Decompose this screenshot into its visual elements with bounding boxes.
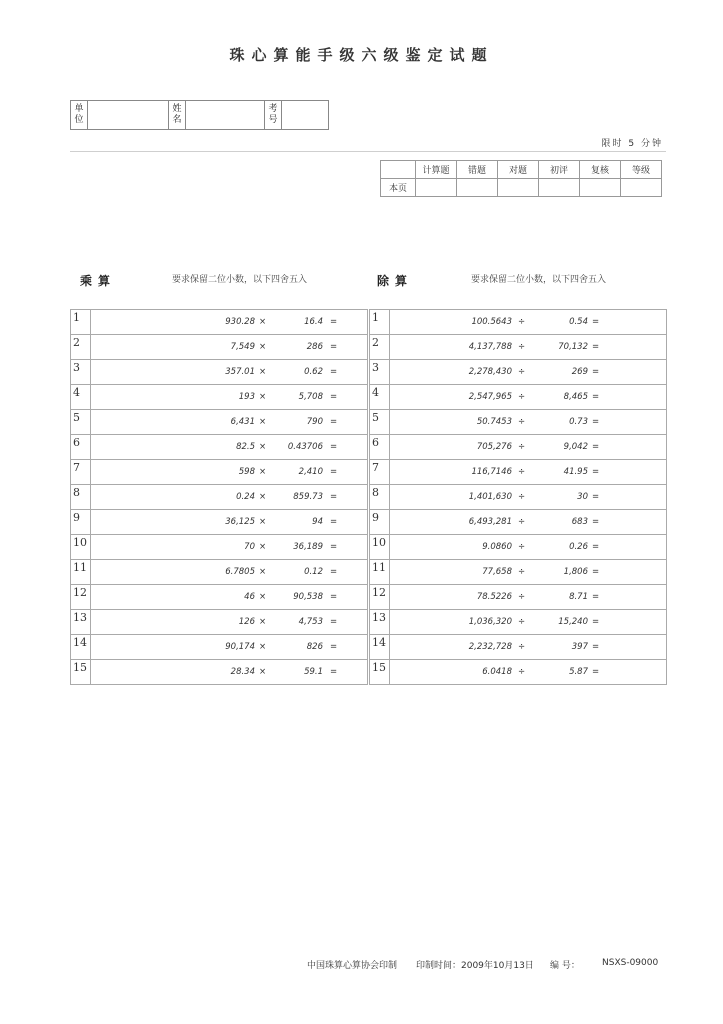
operand-a: 193 xyxy=(238,392,255,402)
score-table xyxy=(380,160,662,197)
operator-sign: × xyxy=(259,417,267,427)
operand-a: 6,493,281 xyxy=(468,517,512,527)
operand-b: 2,410 xyxy=(298,467,323,477)
problem-expression xyxy=(91,535,368,560)
operator-sign: × xyxy=(259,617,267,627)
multiplication-row xyxy=(71,535,368,560)
equals-sign: = xyxy=(592,467,600,477)
operand-b: 16.4 xyxy=(304,317,323,327)
equals-sign: = xyxy=(592,667,600,677)
equals-sign: = xyxy=(592,492,600,502)
operator-sign: × xyxy=(259,517,267,527)
operand-a: 705,276 xyxy=(476,442,512,452)
problem-expression xyxy=(91,510,368,535)
problem-expression xyxy=(91,385,368,410)
operand-b: 683 xyxy=(571,517,588,527)
operand-a: 0.24 xyxy=(236,492,255,502)
operand-a: 4,137,788 xyxy=(468,342,512,352)
operator-sign: × xyxy=(259,467,267,477)
problem-number: 13 xyxy=(71,610,91,635)
score-header-row xyxy=(381,161,662,179)
division-row xyxy=(370,535,667,560)
operand-a: 2,278,430 xyxy=(468,367,512,377)
operand-b: 826 xyxy=(306,642,323,652)
problem-expression xyxy=(390,510,667,535)
equals-sign: = xyxy=(330,642,338,652)
problem-number: 1 xyxy=(370,310,390,335)
operator-sign: × xyxy=(259,317,267,327)
division-row xyxy=(370,310,667,335)
problem-expression xyxy=(390,335,667,360)
operand-a: 1,036,320 xyxy=(468,617,512,627)
division-row xyxy=(370,510,667,535)
operand-a: 357.01 xyxy=(225,367,255,377)
problem-number: 10 xyxy=(370,535,390,560)
footer-publisher: 中国珠算心算协会印制 xyxy=(307,961,398,971)
operand-b: 1,806 xyxy=(563,567,588,577)
operand-b: 286 xyxy=(306,342,323,352)
operand-a: 82.5 xyxy=(236,442,255,452)
score-header-recheck: 复核 xyxy=(580,161,621,179)
equals-sign: = xyxy=(330,317,338,327)
operand-a: 6.0418 xyxy=(482,667,512,677)
operand-a: 2,232,728 xyxy=(468,642,512,652)
equals-sign: = xyxy=(592,342,600,352)
operator-sign: × xyxy=(259,392,267,402)
problem-number: 7 xyxy=(71,460,91,485)
divider xyxy=(70,151,666,152)
equals-sign: = xyxy=(592,617,600,627)
operand-b: 90,538 xyxy=(293,592,323,602)
operand-b: 70,132 xyxy=(558,342,588,352)
unit-label: 单位 xyxy=(71,101,88,130)
division-row xyxy=(370,385,667,410)
operand-a: 1,401,630 xyxy=(468,492,512,502)
operand-a: 36,125 xyxy=(225,517,255,527)
problem-number: 12 xyxy=(370,585,390,610)
equals-sign: = xyxy=(592,367,600,377)
equals-sign: = xyxy=(330,542,338,552)
operand-b: 41.95 xyxy=(563,467,588,477)
division-row xyxy=(370,335,667,360)
operator-sign: ÷ xyxy=(518,367,526,377)
division-row xyxy=(370,460,667,485)
problem-number: 13 xyxy=(370,610,390,635)
multiplication-row xyxy=(71,485,368,510)
multiplication-row xyxy=(71,435,368,460)
problem-expression xyxy=(390,535,667,560)
operand-b: 397 xyxy=(571,642,588,652)
operand-a: 28.34 xyxy=(230,667,255,677)
problem-expression xyxy=(91,660,368,685)
operand-b: 790 xyxy=(306,417,323,427)
equals-sign: = xyxy=(330,667,338,677)
time-limit: 限时 5 分钟 xyxy=(601,139,663,149)
division-row xyxy=(370,585,667,610)
problem-expression xyxy=(91,635,368,660)
problem-number: 14 xyxy=(370,635,390,660)
score-header-first-review: 初评 xyxy=(539,161,580,179)
division-table xyxy=(369,309,667,685)
problem-expression xyxy=(390,310,667,335)
problem-expression xyxy=(390,660,667,685)
operand-a: 90,174 xyxy=(225,642,255,652)
problem-expression xyxy=(91,485,368,510)
equals-sign: = xyxy=(330,467,338,477)
operand-b: 30 xyxy=(577,492,588,502)
equals-sign: = xyxy=(330,567,338,577)
problem-expression xyxy=(390,360,667,385)
problem-expression xyxy=(390,485,667,510)
problem-expression xyxy=(91,460,368,485)
problem-number: 9 xyxy=(370,510,390,535)
name-field[interactable] xyxy=(186,101,265,130)
operand-b: 59.1 xyxy=(304,667,323,677)
operand-a: 930.28 xyxy=(225,317,255,327)
score-header-right: 对题 xyxy=(498,161,539,179)
problem-expression xyxy=(390,610,667,635)
score-cell-recheck[interactable] xyxy=(580,179,621,197)
equals-sign: = xyxy=(330,392,338,402)
operator-sign: ÷ xyxy=(518,342,526,352)
operator-sign: × xyxy=(259,667,267,677)
division-title: 除算 xyxy=(377,274,414,288)
operator-sign: × xyxy=(259,542,267,552)
operand-a: 50.7453 xyxy=(476,417,512,427)
operator-sign: ÷ xyxy=(518,467,526,477)
problem-number: 2 xyxy=(71,335,91,360)
division-row xyxy=(370,660,667,685)
problem-number: 9 xyxy=(71,510,91,535)
problem-expression xyxy=(390,385,667,410)
equals-sign: = xyxy=(592,317,600,327)
operator-sign: × xyxy=(259,492,267,502)
operator-sign: ÷ xyxy=(518,492,526,502)
problem-number: 12 xyxy=(71,585,91,610)
operand-b: 0.43706 xyxy=(287,442,323,452)
division-row xyxy=(370,485,667,510)
operand-a: 100.5643 xyxy=(471,317,512,327)
operand-b: 8.71 xyxy=(569,592,588,602)
multiplication-table xyxy=(70,309,368,685)
multiplication-row xyxy=(71,635,368,660)
page-title: 珠心算能手级六级鉴定试题 xyxy=(229,46,494,64)
equals-sign: = xyxy=(592,567,600,577)
multiplication-row xyxy=(71,610,368,635)
problem-number: 3 xyxy=(71,360,91,385)
operator-sign: × xyxy=(259,567,267,577)
operand-b: 0.12 xyxy=(304,567,323,577)
problem-number: 1 xyxy=(71,310,91,335)
problem-number: 2 xyxy=(370,335,390,360)
operand-b: 0.73 xyxy=(569,417,588,427)
equals-sign: = xyxy=(330,492,338,502)
footer-serial-label: 编 号： xyxy=(550,961,580,971)
score-cell-calc[interactable] xyxy=(416,179,457,197)
unit-field[interactable] xyxy=(88,101,169,130)
problem-number: 5 xyxy=(370,410,390,435)
equals-sign: = xyxy=(330,592,338,602)
exam-number-label: 考号 xyxy=(265,101,282,130)
problem-expression xyxy=(390,435,667,460)
operand-a: 77,658 xyxy=(482,567,512,577)
operand-b: 4,753 xyxy=(298,617,323,627)
score-header-grade: 等级 xyxy=(621,161,662,179)
multiplication-row xyxy=(71,510,368,535)
score-cell-right[interactable] xyxy=(498,179,539,197)
division-note: 要求保留二位小数，以下四舍五入 xyxy=(471,275,607,285)
problem-expression xyxy=(91,585,368,610)
problem-expression xyxy=(91,610,368,635)
problem-number: 8 xyxy=(370,485,390,510)
operator-sign: ÷ xyxy=(518,392,526,402)
operator-sign: ÷ xyxy=(518,417,526,427)
score-header-blank xyxy=(381,161,416,179)
operand-b: 5,708 xyxy=(298,392,323,402)
problem-expression xyxy=(91,435,368,460)
score-cell-first-review[interactable] xyxy=(539,179,580,197)
score-row xyxy=(381,179,662,197)
operator-sign: × xyxy=(259,642,267,652)
operator-sign: ÷ xyxy=(518,617,526,627)
operand-b: 269 xyxy=(571,367,588,377)
exam-number-field[interactable] xyxy=(282,101,329,130)
operator-sign: ÷ xyxy=(518,567,526,577)
division-row xyxy=(370,410,667,435)
operand-b: 8,465 xyxy=(563,392,588,402)
problem-expression xyxy=(91,360,368,385)
operand-b: 859.73 xyxy=(293,492,323,502)
operator-sign: ÷ xyxy=(518,592,526,602)
equals-sign: = xyxy=(592,417,600,427)
problem-expression xyxy=(91,560,368,585)
operand-b: 94 xyxy=(312,517,323,527)
problem-number: 15 xyxy=(370,660,390,685)
equals-sign: = xyxy=(592,392,600,402)
operand-b: 0.26 xyxy=(569,542,588,552)
operator-sign: ÷ xyxy=(518,642,526,652)
problem-number: 8 xyxy=(71,485,91,510)
operator-sign: ÷ xyxy=(518,317,526,327)
division-row xyxy=(370,560,667,585)
problem-number: 14 xyxy=(71,635,91,660)
equals-sign: = xyxy=(592,517,600,527)
operator-sign: ÷ xyxy=(518,517,526,527)
operand-a: 116,7146 xyxy=(471,467,512,477)
equals-sign: = xyxy=(330,342,338,352)
equals-sign: = xyxy=(592,542,600,552)
operator-sign: ÷ xyxy=(518,442,526,452)
operator-sign: ÷ xyxy=(518,542,526,552)
equals-sign: = xyxy=(592,592,600,602)
problem-number: 4 xyxy=(370,385,390,410)
multiplication-row xyxy=(71,410,368,435)
operand-b: 0.54 xyxy=(569,317,588,327)
operand-a: 6.7805 xyxy=(225,567,255,577)
problem-number: 15 xyxy=(71,660,91,685)
problem-number: 6 xyxy=(370,435,390,460)
equals-sign: = xyxy=(330,367,338,377)
problem-expression xyxy=(390,460,667,485)
multiplication-row xyxy=(71,660,368,685)
problem-number: 3 xyxy=(370,360,390,385)
score-header-calc: 计算题 xyxy=(416,161,457,179)
operand-b: 15,240 xyxy=(558,617,588,627)
footer-print-date: 印制时间：2009年10月13日 xyxy=(416,961,534,971)
multiplication-row xyxy=(71,560,368,585)
problem-number: 10 xyxy=(71,535,91,560)
division-row xyxy=(370,360,667,385)
problem-number: 7 xyxy=(370,460,390,485)
operand-a: 6,431 xyxy=(230,417,255,427)
score-row-label: 本页 xyxy=(381,179,416,197)
multiplication-title: 乘算 xyxy=(80,274,117,288)
problem-expression xyxy=(91,310,368,335)
operand-a: 9.0860 xyxy=(482,542,512,552)
problem-number: 5 xyxy=(71,410,91,435)
multiplication-row xyxy=(71,335,368,360)
score-header-wrong: 错题 xyxy=(457,161,498,179)
operand-a: 598 xyxy=(238,467,255,477)
multiplication-row xyxy=(71,585,368,610)
equals-sign: = xyxy=(592,642,600,652)
multiplication-note: 要求保留二位小数，以下四舍五入 xyxy=(172,275,308,285)
division-row xyxy=(370,610,667,635)
division-row xyxy=(370,435,667,460)
operator-sign: × xyxy=(259,367,267,377)
problem-expression xyxy=(390,560,667,585)
problem-number: 6 xyxy=(71,435,91,460)
equals-sign: = xyxy=(330,417,338,427)
problem-expression xyxy=(390,635,667,660)
operand-a: 126 xyxy=(238,617,255,627)
operand-b: 9,042 xyxy=(563,442,588,452)
problem-expression xyxy=(91,335,368,360)
multiplication-row xyxy=(71,385,368,410)
problem-expression xyxy=(91,410,368,435)
problem-number: 11 xyxy=(71,560,91,585)
equals-sign: = xyxy=(592,442,600,452)
problem-number: 11 xyxy=(370,560,390,585)
candidate-info-table xyxy=(70,100,329,130)
multiplication-row xyxy=(71,360,368,385)
operand-a: 78.5226 xyxy=(476,592,512,602)
operator-sign: × xyxy=(259,592,267,602)
operand-b: 36,189 xyxy=(293,542,323,552)
operand-b: 0.62 xyxy=(304,367,323,377)
equals-sign: = xyxy=(330,617,338,627)
footer-serial: NSXS-09000 xyxy=(602,958,659,968)
problem-number: 4 xyxy=(71,385,91,410)
division-row xyxy=(370,635,667,660)
operand-a: 70 xyxy=(244,542,255,552)
operand-a: 46 xyxy=(244,592,255,602)
multiplication-row xyxy=(71,310,368,335)
equals-sign: = xyxy=(330,517,338,527)
problem-expression xyxy=(390,410,667,435)
score-cell-grade[interactable] xyxy=(621,179,662,197)
operator-sign: × xyxy=(259,342,267,352)
problem-expression xyxy=(390,585,667,610)
operand-a: 7,549 xyxy=(230,342,255,352)
name-label: 姓名 xyxy=(169,101,186,130)
score-cell-wrong[interactable] xyxy=(457,179,498,197)
equals-sign: = xyxy=(330,442,338,452)
operand-a: 2,547,965 xyxy=(468,392,512,402)
operator-sign: × xyxy=(259,442,267,452)
operand-b: 5.87 xyxy=(569,667,588,677)
multiplication-row xyxy=(71,460,368,485)
operator-sign: ÷ xyxy=(518,667,526,677)
